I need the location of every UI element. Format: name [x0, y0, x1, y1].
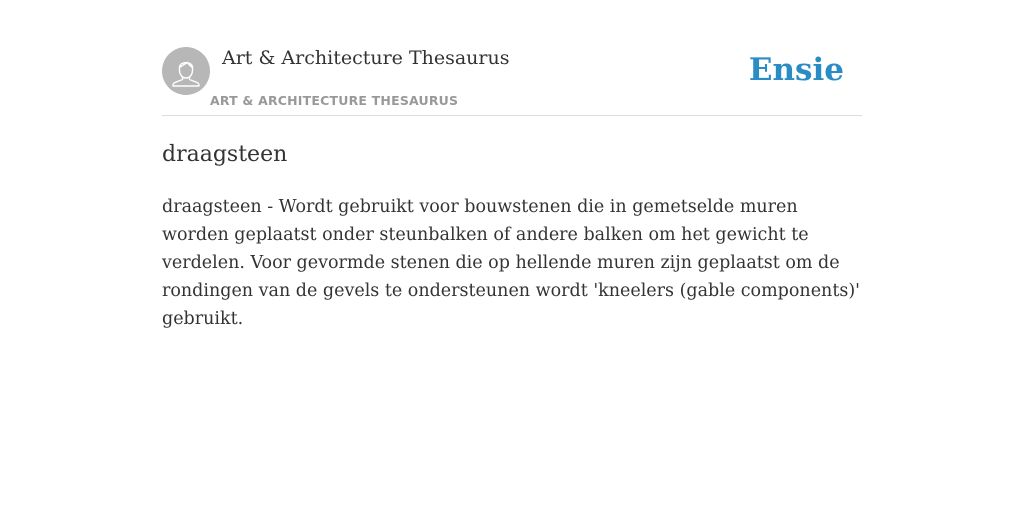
author-subtitle: ART & ARCHITECTURE THESAURUS: [210, 93, 459, 108]
page-header: [162, 0, 862, 116]
article-title: draagsteen: [162, 142, 288, 167]
author-name-link[interactable]: Art & Architecture Thesaurus: [222, 47, 510, 69]
page-container: [162, 0, 862, 329]
ensie-logo[interactable]: Ensie: [748, 52, 844, 88]
user-silhouette-icon: [162, 47, 210, 95]
article-definition: draagsteen - Wordt gebruikt voor bouwstenen die in gemetselde muren worden geplaatst onder steunbalken of andere balken om het gewicht te verdelen. Voor gevormde stenen die op hellende muren zijn geplaatst om de rondingen van de gevels te ondersteunen wordt 'kneelers (gable components)' gebruikt.: [162, 197, 860, 329]
author-avatar[interactable]: [162, 47, 210, 95]
